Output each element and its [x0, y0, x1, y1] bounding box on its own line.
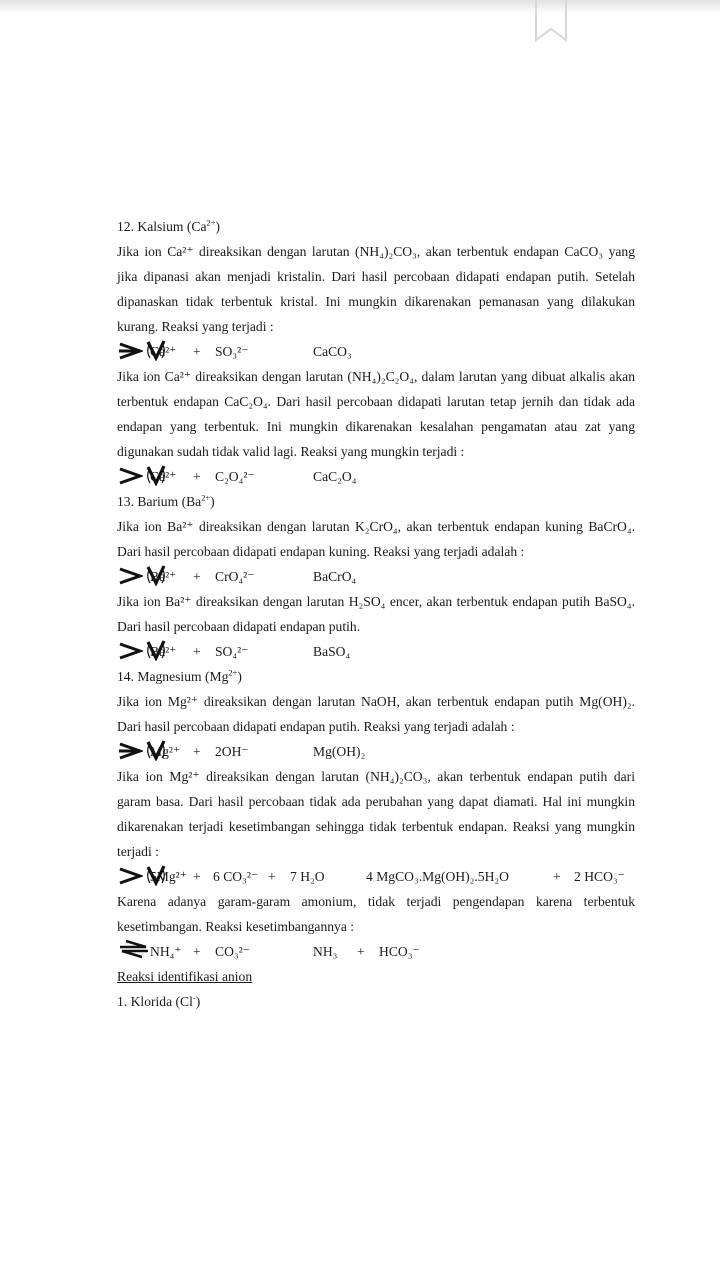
plus-sign: + [268, 869, 276, 884]
product: HCO₃⁻ [379, 944, 420, 959]
reaction-arrow-icon [117, 866, 143, 886]
section-12-paragraph-1: Jika ion Ca²⁺ direaksikan dengan larutan (NH₄)₂CO₃, akan terbentuk endapan CaCO₃ yang jika dipanasi akan menjadi kristalin. Dari hasil percobaan didapati endapan putih. Setelah dipanaskan tidak terbentuk kristal. Ini mungkin dikarenakan pemanasan yang dilakukan kurang. Reaksi yang terjadi : [117, 244, 635, 334]
reaction-arrow-icon [117, 641, 143, 661]
equation-bacro4 [117, 564, 635, 589]
plus-sign: + [193, 869, 201, 884]
product: CaCO₃ [313, 344, 352, 359]
anion-section-heading: Reaksi identifikasi anion [117, 969, 253, 984]
plus-sign: + [193, 344, 201, 359]
product: BaSO₄ [313, 644, 351, 659]
reactant: C₂O₄²⁻ [215, 469, 255, 484]
product: 2 HCO₃⁻ [574, 869, 625, 884]
reactant: Ba²⁺ [150, 569, 177, 584]
reactant: SO₃²⁻ [215, 344, 249, 359]
product: NH₃ [313, 944, 338, 959]
section-13-paragraph-2: Jika ion Ba²⁺ direaksikan dengan larutan H₂SO₄ encer, akan terbentuk endapan putih BaSO₄. Dari hasil percobaan didapati endapan putih. [117, 594, 635, 634]
plus-sign: + [193, 744, 201, 759]
plus-sign: + [553, 869, 561, 884]
reactant: 6 CO₃²⁻ [213, 869, 259, 884]
product: CaC₂O₄ [313, 469, 357, 484]
equation-mgco3-basic-salt [117, 864, 635, 889]
reactant: SO₄²⁻ [215, 644, 249, 659]
reactant: Ba²⁺ [150, 644, 177, 659]
section-13-paragraph-1: Jika ion Ba²⁺ direaksikan dengan larutan K₂CrO₄, akan terbentuk endapan kuning BaCrO₄. Dari hasil percobaan didapati endapan kuning. Reaksi yang terjadi adalah : [117, 519, 635, 559]
equation-cac2o4 [117, 464, 635, 489]
product: Mg(OH)₂ [313, 744, 366, 759]
reaction-arrow-icon [117, 466, 143, 486]
plus-sign: + [193, 944, 201, 959]
anion-item-chloride: 1. Klorida (Cl-) [117, 992, 201, 1009]
product: BaCrO₄ [313, 569, 357, 584]
section-12-paragraph-2: Jika ion Ca²⁺ direaksikan dengan larutan (NH₄)₂C₂O₄, dalam larutan yang dibuat alkalis akan terbentuk endapan CaC₂O₄. Dari hasil percobaan didapati larutan tetap jernih dan tidak ada endapan yang terbentuk. Ini mungkin dikarenakan kesalahan pengamatan atau zat yang digunakan sudah tidak valid lagi. Reaksi yang mungkin terjadi : [117, 369, 635, 459]
reactant: 7 H₂O [290, 869, 325, 884]
section-14-paragraph-3: Karena adanya garam-garam amonium, tidak terjadi pengendapan karena terbentuk kesetimbangan. Reaksi kesetimbangannya : [117, 894, 635, 934]
reactant: Ca²⁺ [150, 469, 177, 484]
reaction-arrow-icon [117, 341, 143, 361]
equation-baso4 [117, 639, 635, 664]
equation-ammonium-equilibrium [117, 939, 635, 964]
product: 4 MgCO₃.Mg(OH)₂.5H₂O [366, 869, 509, 884]
plus-sign: + [193, 644, 201, 659]
equation-caco3 [117, 339, 635, 364]
plus-sign: + [193, 569, 201, 584]
equation-mgoh2 [117, 739, 635, 764]
top-shadow [0, 0, 720, 14]
reactant: 5Mg²⁺ [150, 869, 187, 884]
reactant: CO₃²⁻ [215, 944, 250, 959]
reactant: 2OH⁻ [215, 744, 249, 759]
section-12-title: 12. Kalsium $(Ca^{2+})$ [117, 217, 220, 234]
section-14-paragraph-2: Jika ion Mg²⁺ direaksikan dengan larutan (NH₄)₂CO₃, akan terbentuk endapan putih dari garam basa. Dari hasil percobaan tidak ada perubahan yang dapat diamati. Hal ini mungkin dikarenakan terjadi kesetimbangan sehingga tidak terbentuk endapan. Reaksi yang mungkin terjadi : [117, 769, 635, 859]
bookmark-icon[interactable] [534, 0, 568, 42]
reactant: Ca²⁺ [150, 344, 177, 359]
reactant: CrO₄²⁻ [215, 569, 255, 584]
section-14-paragraph-1: Jika ion Mg²⁺ direaksikan dengan larutan NaOH, akan terbentuk endapan putih Mg(OH)₂. Dari hasil percobaan didapati endapan putih. Reaksi yang terjadi adalah : [117, 694, 635, 734]
reactant: NH₄⁺ [150, 944, 182, 959]
section-13-title: 13. Barium $(Ba^{2+})$ [117, 492, 215, 509]
reactant: Mg²⁺ [150, 744, 181, 759]
reaction-arrow-icon [117, 741, 143, 761]
reaction-arrow-icon [117, 566, 143, 586]
document-page [117, 214, 635, 1014]
section-14-title: 14. Magnesium $(Mg^{2+})$ [117, 667, 242, 684]
plus-sign: + [357, 944, 365, 959]
equilibrium-arrow-icon [117, 939, 151, 959]
plus-sign: + [193, 469, 201, 484]
